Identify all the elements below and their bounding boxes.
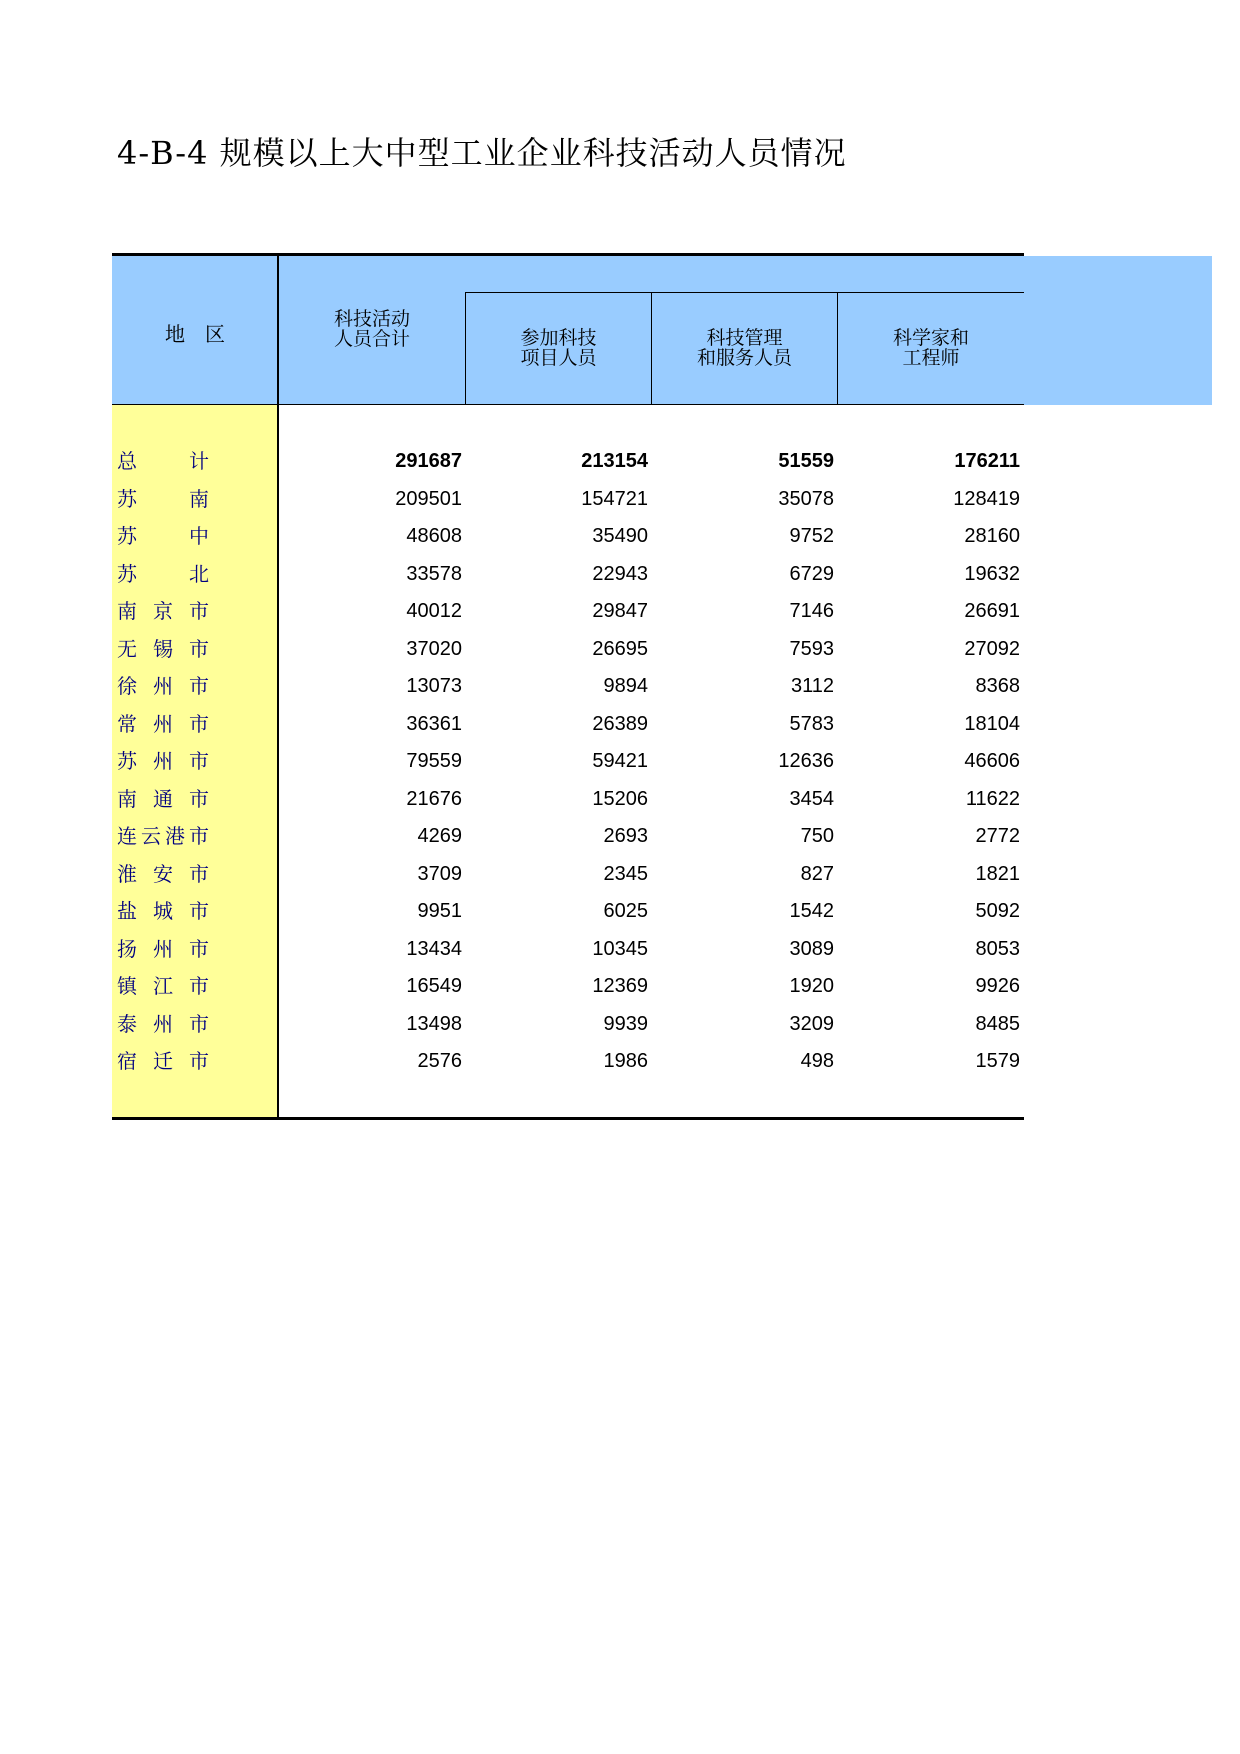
cell-management: 1542 — [789, 900, 834, 922]
cell-project: 1986 — [603, 1050, 648, 1072]
cell-scientists: 8053 — [975, 937, 1020, 960]
table-row — [112, 893, 1024, 929]
table-row — [112, 706, 1024, 742]
cell-project: 154721 — [581, 487, 648, 510]
cell-scientists: 46606 — [964, 750, 1020, 772]
cell-project: 2693 — [603, 825, 648, 847]
table-row-total — [112, 443, 1024, 479]
cell-management: 51559 — [778, 450, 834, 472]
cell-total: 40012 — [406, 600, 462, 622]
cell-project: 12369 — [592, 975, 648, 997]
cell-management: 7146 — [789, 600, 834, 622]
region-name: 总计 — [117, 449, 209, 473]
region-name: 淮安市 — [117, 861, 209, 886]
col-header-management-line1: 科技管理 — [706, 327, 783, 349]
subheader-top-rule — [465, 292, 1024, 293]
cell-project: 15206 — [592, 787, 648, 810]
cell-project: 59421 — [592, 750, 648, 772]
cell-total: 2576 — [417, 1050, 462, 1072]
cell-scientists: 18104 — [964, 712, 1020, 735]
cell-total: 48608 — [406, 525, 462, 547]
cell-total: 3709 — [417, 862, 462, 885]
cell-management: 750 — [800, 825, 834, 847]
col-header-scientists — [838, 328, 1024, 368]
cell-total: 16549 — [406, 975, 462, 997]
col-header-project — [466, 328, 651, 368]
cell-scientists: 28160 — [964, 525, 1020, 547]
cell-total: 13073 — [406, 675, 462, 697]
region-name: 苏北 — [117, 561, 209, 586]
cell-management: 9752 — [789, 525, 834, 547]
col-header-project-line1: 参加科技 — [520, 327, 597, 349]
table-row — [112, 518, 1024, 554]
cell-scientists: 2772 — [975, 825, 1020, 847]
cell-project: 6025 — [603, 900, 648, 922]
col-header-total — [279, 309, 465, 349]
cell-management: 1920 — [789, 975, 834, 997]
col-header-management — [652, 328, 837, 368]
cell-total: 4269 — [417, 825, 462, 847]
table-row — [112, 931, 1024, 967]
cell-scientists: 27092 — [964, 637, 1020, 660]
region-name: 徐州市 — [117, 674, 209, 698]
cell-scientists: 19632 — [964, 562, 1020, 585]
cell-management: 827 — [800, 862, 834, 885]
cell-scientists: 1821 — [975, 862, 1020, 885]
cell-scientists: 26691 — [964, 600, 1020, 622]
region-name: 扬州市 — [117, 936, 209, 961]
table-header-bottom-rule — [112, 404, 1024, 405]
col-header-total-line1: 科技活动 — [333, 308, 410, 330]
table-row — [112, 556, 1024, 592]
region-name: 常州市 — [117, 711, 209, 736]
cell-management: 3112 — [790, 675, 834, 697]
cell-management: 5783 — [789, 712, 834, 735]
cell-scientists: 9926 — [975, 975, 1020, 997]
cell-project: 2345 — [603, 862, 648, 885]
region-name: 苏南 — [117, 486, 209, 511]
region-name: 南京市 — [117, 599, 209, 623]
cell-scientists: 11622 — [965, 787, 1020, 810]
cell-project: 35490 — [592, 525, 648, 547]
cell-management: 6729 — [789, 562, 834, 585]
table-row — [112, 1006, 1024, 1042]
cell-total: 13498 — [406, 1012, 462, 1035]
region-name: 苏州市 — [117, 749, 209, 773]
table-row — [112, 968, 1024, 1004]
table-row — [112, 743, 1024, 779]
cell-scientists: 1579 — [975, 1050, 1020, 1072]
cell-management: 3089 — [789, 937, 834, 960]
cell-project: 29847 — [592, 600, 648, 622]
cell-total: 37020 — [406, 637, 462, 660]
cell-project: 9894 — [603, 675, 648, 697]
cell-scientists: 176211 — [954, 450, 1020, 472]
col-header-scientists-line1: 科学家和 — [892, 327, 969, 349]
cell-management: 3454 — [789, 787, 834, 810]
cell-project: 213154 — [581, 450, 648, 472]
table-row — [112, 1043, 1024, 1079]
col-header-scientists-line2: 工程师 — [902, 347, 960, 369]
region-name: 连云港市 — [117, 824, 209, 848]
region-name: 宿迁市 — [117, 1049, 209, 1073]
table-row — [112, 781, 1024, 817]
cell-scientists: 128419 — [953, 487, 1020, 510]
cell-project: 22943 — [592, 562, 648, 585]
cell-management: 7593 — [789, 637, 834, 660]
table-row — [112, 668, 1024, 704]
cell-project: 10345 — [592, 937, 648, 960]
cell-management: 498 — [800, 1050, 834, 1072]
col-header-total-line2: 人员合计 — [333, 328, 410, 350]
cell-project: 26695 — [592, 637, 648, 660]
cell-management: 12636 — [778, 750, 834, 772]
region-column-header: 地 区 — [165, 322, 225, 346]
region-name: 无锡市 — [117, 636, 209, 661]
table-bottom-rule — [112, 1117, 1024, 1120]
col-header-management-line2: 和服务人员 — [696, 347, 792, 369]
cell-scientists: 5092 — [975, 900, 1020, 922]
cell-management: 3209 — [789, 1012, 834, 1035]
region-name: 镇江市 — [117, 974, 209, 998]
cell-total: 209501 — [395, 487, 462, 510]
table-row — [112, 856, 1024, 892]
cell-project: 26389 — [592, 712, 648, 735]
table-row — [112, 631, 1024, 667]
col-header-project-line2: 项目人员 — [520, 347, 597, 369]
region-name: 南通市 — [117, 786, 209, 811]
table-row — [112, 593, 1024, 629]
cell-total: 9951 — [417, 900, 462, 922]
cell-total: 291687 — [395, 450, 462, 472]
cell-management: 35078 — [778, 487, 834, 510]
table-row — [112, 481, 1024, 517]
cell-total: 79559 — [406, 750, 462, 772]
cell-scientists: 8485 — [975, 1012, 1020, 1035]
table-row — [112, 818, 1024, 854]
cell-project: 9939 — [603, 1012, 648, 1035]
cell-total: 33578 — [406, 562, 462, 585]
table-top-rule — [112, 253, 1024, 256]
cell-total: 21676 — [406, 787, 462, 810]
cell-scientists: 8368 — [975, 675, 1020, 697]
cell-total: 13434 — [406, 937, 462, 960]
region-name: 盐城市 — [117, 899, 209, 923]
page-title: 4-B-4 规模以上大中型工业企业科技活动人员情况 — [117, 134, 847, 172]
region-name: 苏中 — [117, 524, 209, 548]
cell-total: 36361 — [406, 712, 462, 735]
region-name: 泰州市 — [117, 1011, 209, 1036]
